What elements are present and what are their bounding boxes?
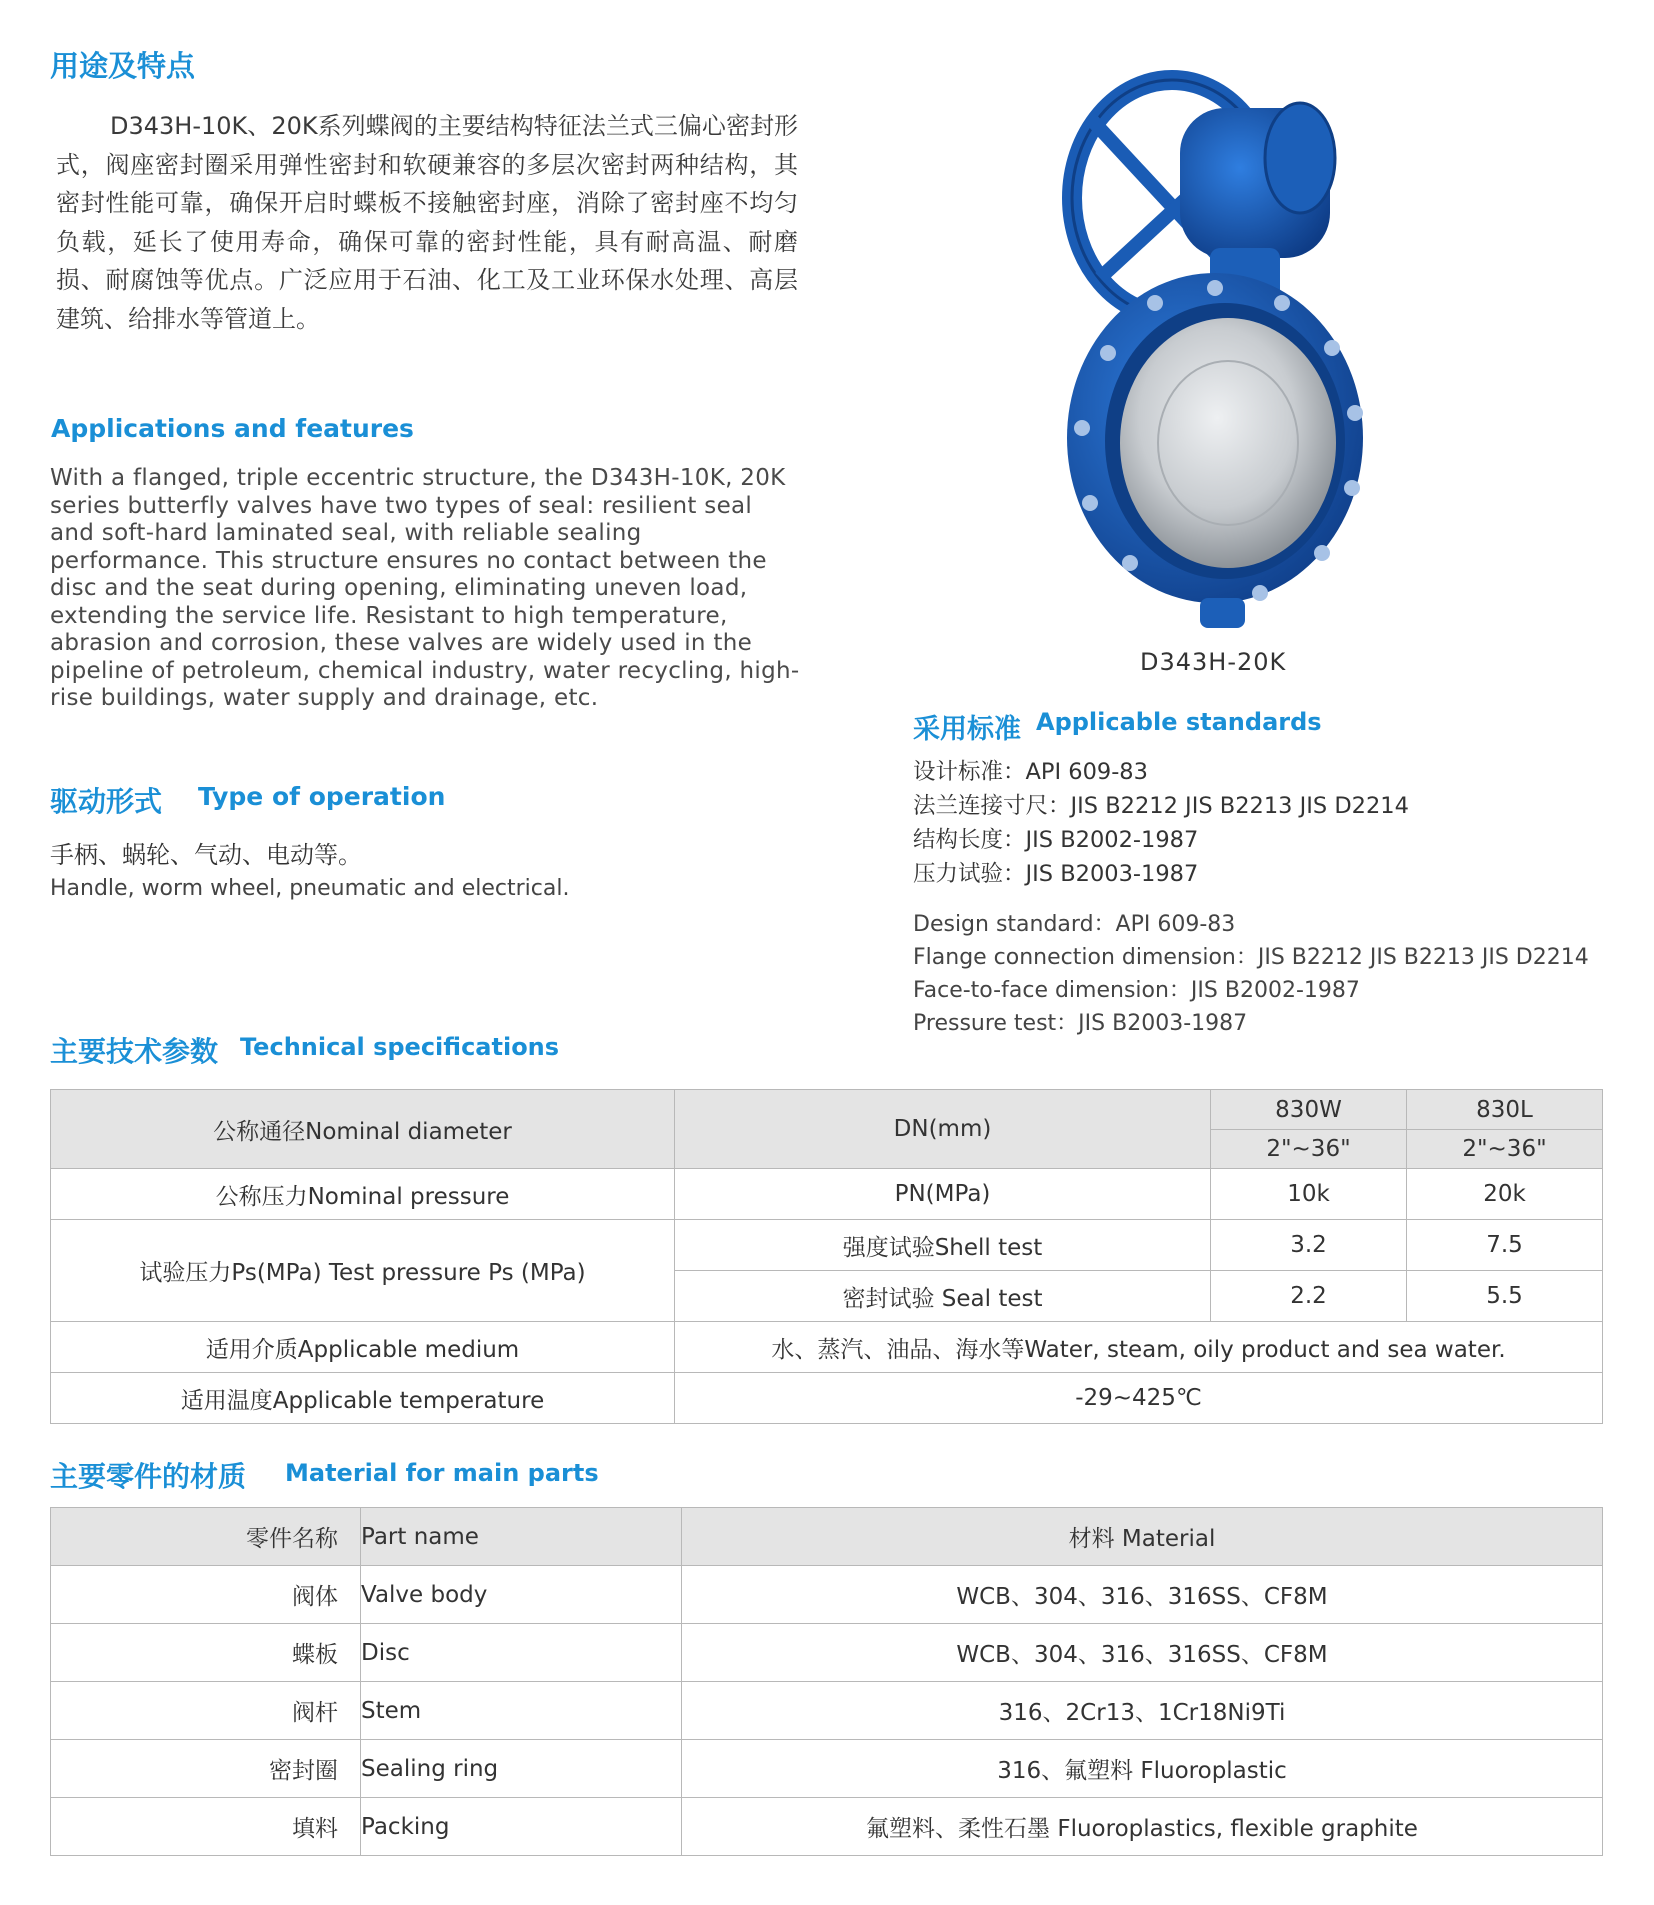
nominal-pressure-label: 公称压力Nominal pressure xyxy=(51,1169,675,1220)
test-pressure-label: 试验压力Ps(MPa) Test pressure Ps (MPa) xyxy=(51,1220,675,1322)
part-en: Sealing ring xyxy=(361,1740,682,1798)
part-cn: 阀体 xyxy=(51,1566,361,1624)
part-en: Valve body xyxy=(361,1566,682,1624)
part-cn: 蝶板 xyxy=(51,1624,361,1682)
operation-title-en: Type of operation xyxy=(198,782,446,811)
usage-title-cn: 用途及特点 xyxy=(50,49,196,83)
standard-en-line: Flange connection dimension：JIS B2212 JIS B2213 JIS D2214 xyxy=(913,945,1589,970)
pn-830l: 20k xyxy=(1407,1169,1603,1220)
part-name-header-en: Part name xyxy=(361,1508,682,1566)
operation-body-en: Handle, worm wheel, pneumatic and electrical. xyxy=(50,876,570,901)
standard-cn-line: 法兰连接寸尺：JIS B2212 JIS B2213 JIS D2214 xyxy=(913,793,1409,819)
pn-label: PN(MPa) xyxy=(675,1169,1211,1220)
operation-title-cn: 驱动形式 xyxy=(50,785,163,818)
standard-cn-line: 设计标准：API 609-83 xyxy=(913,759,1148,785)
usage-body-en: With a flanged, triple eccentric structure, the D343H-10K, 20K series butterfly valves have two types of seal: resilient seal and soft-hard laminated seal, with reliable sealing performance. This structure ensures no contact between the disc and the seat during opening, eliminating uneven load, extending the service life. Resistant to high temperature, abrasion and corrosion, these valves are widely used in the pipeline of petroleum, chemical industry, water recycling, high-rise buildings, water supply and drainage, etc. xyxy=(50,465,800,711)
standard-cn-line: 结构长度：JIS B2002-1987 xyxy=(913,827,1199,853)
shell-830w: 3.2 xyxy=(1211,1220,1407,1271)
valve-product-image xyxy=(1060,48,1380,628)
standards-title-cn: 采用标准 xyxy=(913,714,1021,745)
materials-title-cn: 主要零件的材质 xyxy=(50,1460,247,1493)
part-material: WCB、304、316、316SS、CF8M xyxy=(682,1624,1603,1682)
temperature-label: 适用温度Applicable temperature xyxy=(51,1373,675,1424)
col-830l: 830L xyxy=(1407,1090,1603,1130)
part-material: WCB、304、316、316SS、CF8M xyxy=(682,1566,1603,1624)
part-cn: 密封圈 xyxy=(51,1740,361,1798)
shell-830l: 7.5 xyxy=(1407,1220,1603,1271)
seal-test-label: 密封试验 Seal test xyxy=(675,1271,1211,1322)
seal-830w: 2.2 xyxy=(1211,1271,1407,1322)
part-en: Packing xyxy=(361,1798,682,1856)
medium-value: 水、蒸汽、油品、海水等Water, steam, oily product and sea water. xyxy=(675,1322,1603,1373)
temperature-value: -29~425℃ xyxy=(675,1373,1603,1424)
tech-spec-table xyxy=(50,1089,1603,1424)
operation-body-cn: 手柄、蜗轮、气动、电动等。 xyxy=(50,841,362,869)
shell-test-label: 强度试验Shell test xyxy=(675,1220,1211,1271)
part-en: Stem xyxy=(361,1682,682,1740)
materials-table xyxy=(50,1507,1603,1856)
material-header: 材料 Material xyxy=(682,1508,1603,1566)
pn-830w: 10k xyxy=(1211,1169,1407,1220)
standard-cn-line: 压力试验：JIS B2003-1987 xyxy=(913,861,1199,887)
part-material: 氟塑料、柔性石墨 Fluoroplastics, flexible graphite xyxy=(682,1798,1603,1856)
nominal-diameter-label: 公称通径Nominal diameter xyxy=(51,1090,675,1169)
materials-title-en: Material for main parts xyxy=(285,1459,599,1487)
seal-830l: 5.5 xyxy=(1407,1271,1603,1322)
part-cn: 填料 xyxy=(51,1798,361,1856)
usage-body-cn: D343H-10K、20K系列蝶阀的主要结构特征法兰式三偏心密封形式，阀座密封圈采用弹性密封和软硬兼容的多层次密封两种结构，其密封性能可靠，确保开启时蝶板不接触密封座，消除了密封座不均匀负载，延长了使用寿命，确保可靠的密封性能，具有耐高温、耐磨损、耐腐蚀等优点。广泛应用于石油、化工及工业环保水处理、高层建筑、给排水等管道上。 xyxy=(56,112,798,333)
dn-label: DN(mm) xyxy=(675,1090,1211,1169)
standard-en-line: Pressure test：JIS B2003-1987 xyxy=(913,1011,1248,1036)
standard-en-line: Face-to-face dimension：JIS B2002-1987 xyxy=(913,978,1360,1003)
standards-title-en: Applicable standards xyxy=(1036,708,1322,736)
part-material: 316、氟塑料 Fluoroplastic xyxy=(682,1740,1603,1798)
tech-title-en: Technical specifications xyxy=(240,1033,560,1061)
range-830w: 2"~36" xyxy=(1211,1130,1407,1169)
standard-en-line: Design standard：API 609-83 xyxy=(913,912,1236,937)
part-material: 316、2Cr13、1Cr18Ni9Ti xyxy=(682,1682,1603,1740)
medium-label: 适用介质Applicable medium xyxy=(51,1322,675,1373)
range-830l: 2"~36" xyxy=(1407,1130,1603,1169)
part-en: Disc xyxy=(361,1624,682,1682)
product-model-label: D343H-20K xyxy=(1140,648,1287,676)
tech-title-cn: 主要技术参数 xyxy=(50,1035,219,1068)
usage-title-en: Applications and features xyxy=(51,414,414,443)
part-name-header-cn: 零件名称 xyxy=(51,1508,361,1566)
part-cn: 阀杆 xyxy=(51,1682,361,1740)
col-830w: 830W xyxy=(1211,1090,1407,1130)
